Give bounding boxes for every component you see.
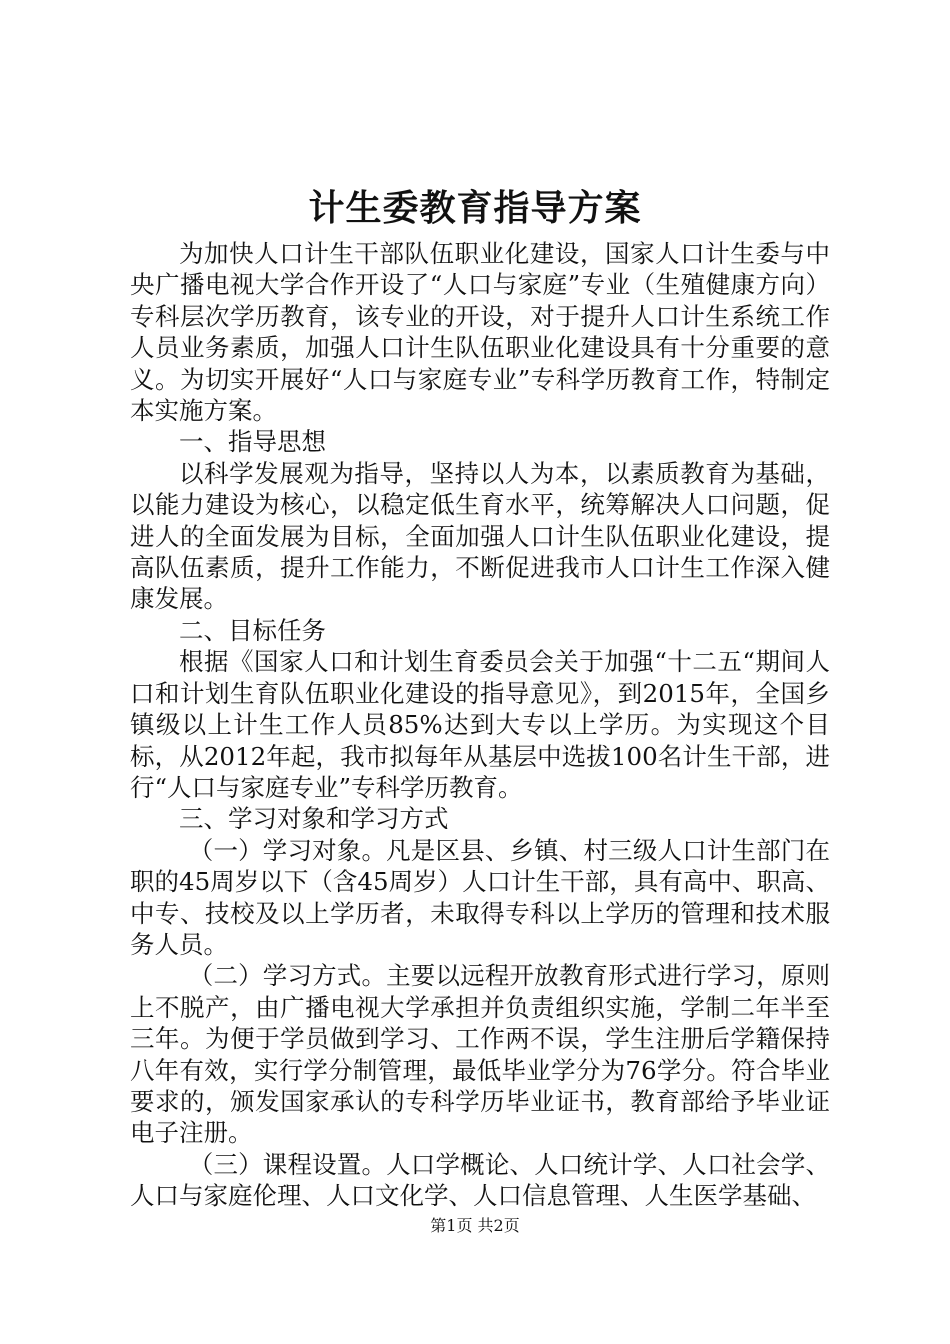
intro-paragraph: 为加快人口计生干部队伍职业化建设，国家人口计生委与中央广播电视大学合作开设了“人口与家庭”专业（生殖健康方向）专科层次学历教育，该专业的开设，对于提升人口计生系统工作人员业务素质，加强人口计生队伍职业化建设具有十分重要的意义。为切实开展好“人口与家庭专业”专科学历教育工作，特制定本实施方案。 bbox=[130, 239, 830, 426]
learning-method-paragraph: （二）学习方式。主要以远程开放教育形式进行学习，原则上不脱产，由广播电视大学承担并负责组织实施，学制二年半至三年。为便于学员做到学习、工作两不误，学生注册后学籍保持八年有效，实行学分制管理，最低毕业学分为76学分。符合毕业要求的，颁发国家承认的专科学历毕业证书，教育部给予毕业证电子注册。 bbox=[130, 961, 830, 1148]
learners-paragraph: （一）学习对象。凡是区县、乡镇、村三级人口计生部门在职的45周岁以下（含45周岁）人口计生干部，具有高中、职高、中专、技校及以上学历者，未取得专科以上学历的管理和技术服务人员。 bbox=[130, 835, 830, 959]
guiding-ideology-paragraph: 以科学发展观为指导，坚持以人为本，以素质教育为基础，以能力建设为核心，以稳定低生育水平，统筹解决人口问题，促进人的全面发展为目标，全面加强人口计生队伍职业化建设，提高队伍素质，提升工作能力，不断促进我市人口计生工作深入健康发展。 bbox=[130, 458, 830, 614]
section-heading-learners-and-methods: 三、学习对象和学习方式 bbox=[179, 804, 449, 834]
curriculum-paragraph: （三）课程设置。人口学概论、人口统计学、人口社会学、人口与家庭伦理、人口文化学、人口信息管理、人生医学基础、 bbox=[130, 1149, 830, 1211]
section-heading-goals: 二、目标任务 bbox=[179, 615, 326, 645]
document-body bbox=[130, 238, 830, 1212]
page-footer: 第1页 共2页 bbox=[430, 1216, 520, 1235]
goals-paragraph: 根据《国家人口和计划生育委员会关于加强“十二五“期间人口和计划生育队伍职业化建设的指导意见》，到2015年，全国乡镇级以上计生工作人员85%达到大专以上学历。为实现这个目标，从2012年起，我市拟每年从基层中选拔100名计生干部，进行“人口与家庭专业”专科学历教育。 bbox=[130, 647, 830, 802]
section-heading-guiding-ideology: 一、指导思想 bbox=[179, 427, 326, 457]
document-title: 计生委教育指导方案 bbox=[308, 187, 642, 229]
